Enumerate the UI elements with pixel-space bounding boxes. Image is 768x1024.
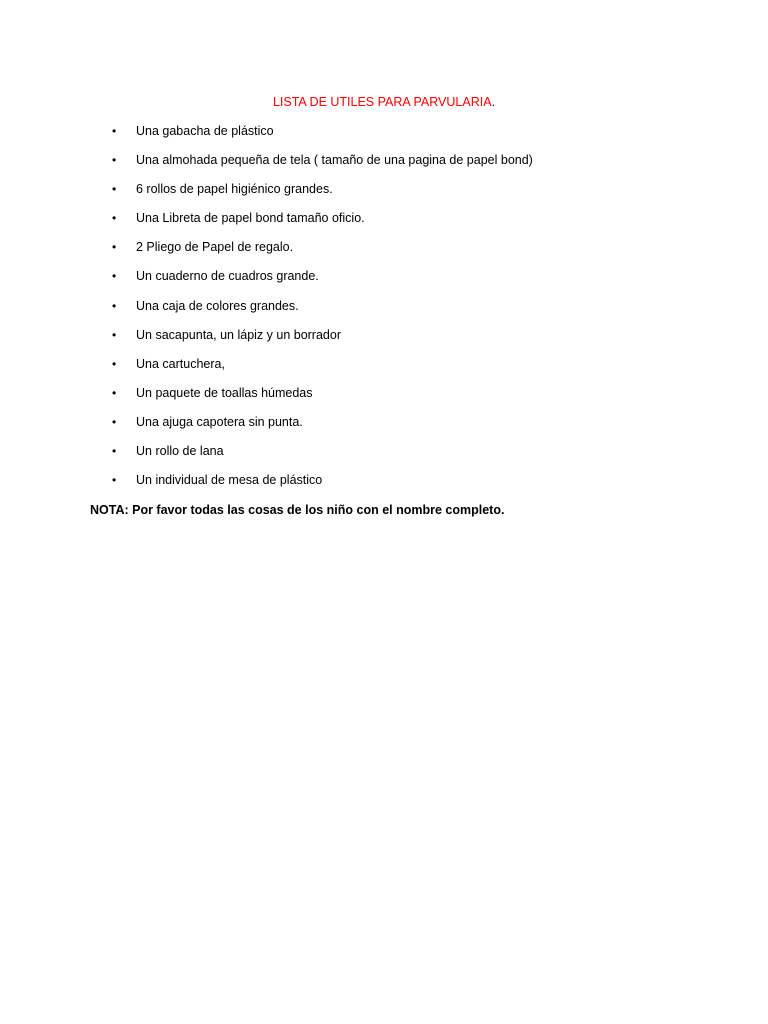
bullet-icon: •	[112, 211, 117, 226]
list-item-text: Un paquete de toallas húmedas	[136, 385, 313, 400]
bullet-icon: •	[112, 473, 117, 488]
bullet-icon: •	[112, 124, 117, 138]
title-period: .	[491, 95, 496, 109]
list-item-text: Una gabacha de plástico	[136, 124, 274, 138]
bullet-icon: •	[112, 298, 117, 313]
bullet-icon: •	[112, 153, 117, 168]
bullet-icon: •	[112, 414, 117, 429]
bullet-icon: •	[112, 327, 117, 342]
list-item-text: Una ajuga capotera sin punta.	[136, 414, 303, 429]
bullet-icon: •	[112, 385, 117, 400]
list-item-text: Una cartuchera,	[136, 356, 225, 371]
list-item-text: Una caja de colores grandes.	[136, 298, 299, 313]
bullet-icon: •	[112, 356, 117, 371]
bullet-icon: •	[112, 240, 117, 255]
list-item-text: Una Libreta de papel bond tamaño oficio.	[136, 211, 365, 226]
list-item-text: Un rollo de lana	[136, 444, 224, 459]
note-text: NOTA: Por favor todas las cosas de los niño con el nombre completo.	[90, 503, 505, 517]
document-title	[0, 94, 768, 110]
bullet-icon: •	[112, 444, 117, 459]
bullet-icon: •	[112, 269, 117, 284]
list-item-text: 2 Pliego de Papel de regalo.	[136, 240, 294, 255]
list-item-text: Una almohada pequeña de tela ( tamaño de una pagina de papel bond)	[136, 153, 533, 168]
list-item-text: Un individual de mesa de plástico	[136, 473, 323, 488]
list-item-text: Un sacapunta, un lápiz y un borrador	[136, 327, 341, 342]
bullet-icon: •	[112, 182, 117, 197]
title-text: LISTA DE UTILES PARA PARVULARIA	[272, 95, 492, 109]
list-item-text: Un cuaderno de cuadros grande.	[136, 269, 319, 284]
list-item-text: 6 rollos de papel higiénico grandes.	[136, 182, 333, 197]
